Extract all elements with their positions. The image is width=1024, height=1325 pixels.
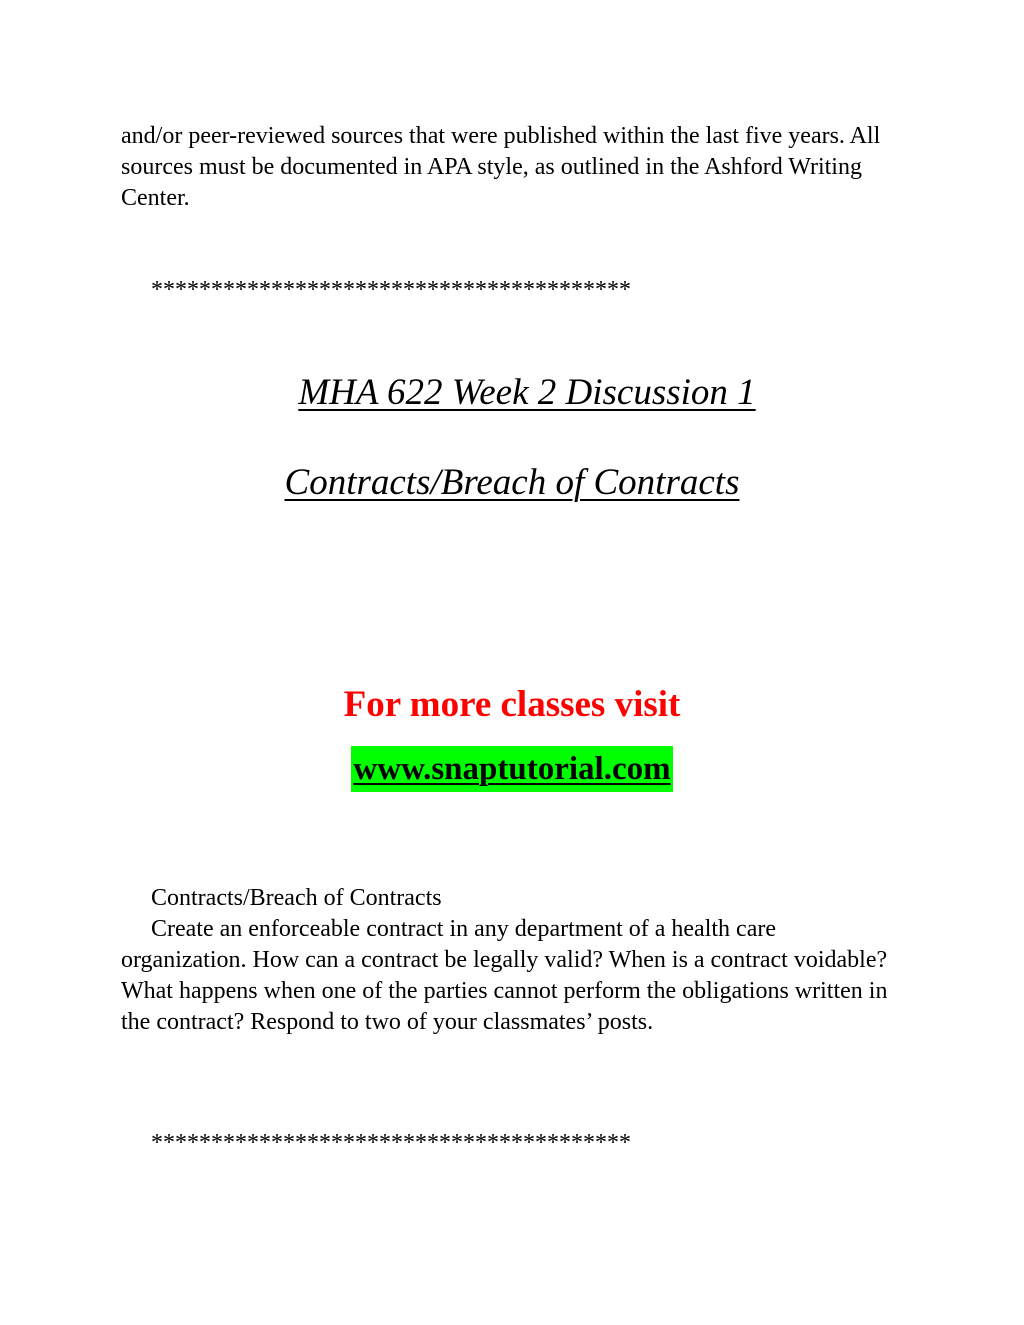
- promo-link-container: [0, 746, 1024, 792]
- assignment-description: [121, 883, 901, 1038]
- promo-text: For more classes visit: [343, 684, 681, 725]
- separator-top: ****************************************: [151, 277, 631, 303]
- separator-bottom: ****************************************: [151, 1130, 631, 1156]
- document-title-text: MHA 622 Week 2 Discussion 1: [298, 372, 756, 413]
- assignment-body-text: Create an enforceable contract in any department of a health care organization. How can a contract be legally valid? When is a contract voidable? What happens when one of the parties cannot perform the obligations written in the contract? Respond to two of your classmates’ posts.: [121, 916, 888, 1035]
- document-subtitle: [0, 461, 1024, 505]
- document-subtitle-text: Contracts/Breach of Contracts: [284, 462, 740, 503]
- promo-link[interactable]: www.snaptutorial.com: [351, 746, 672, 792]
- intro-paragraph: and/or peer-reviewed sources that were published within the last five years. All sources must be documented in APA style, as outlined in the Ashford Writing Center.: [121, 123, 881, 211]
- assignment-heading: Contracts/Breach of Contracts: [151, 885, 442, 911]
- document-title: [15, 371, 1024, 415]
- assignment-body: [121, 914, 901, 1038]
